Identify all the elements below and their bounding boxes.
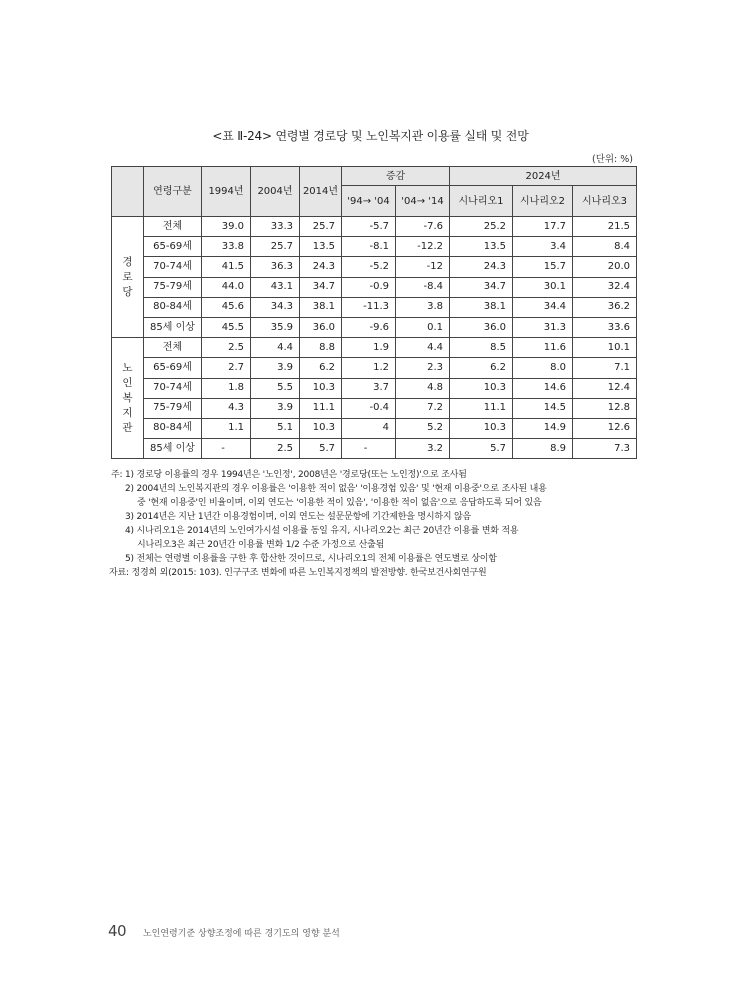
group-label-char: 당 xyxy=(122,285,133,298)
header-1994: 1994년 xyxy=(202,167,251,217)
notes xyxy=(111,468,651,580)
cell-scenario-1: 6.2 xyxy=(450,358,513,378)
table-row xyxy=(112,358,637,378)
note-2-cont: 중 '현재 이용중'인 비율이며, 이외 연도는 '이용한 적이 있음', '이용한 적이 없음'으로 응답하도록 되어 있음 xyxy=(137,498,542,508)
cell-change-94-04: 1.9 xyxy=(342,338,396,358)
cell-2014: 38.1 xyxy=(300,297,342,317)
cell-change-94-04: - xyxy=(342,439,396,459)
header-blank xyxy=(112,167,144,217)
header-age-group: 연령구분 xyxy=(144,167,202,217)
note-4-cont: 시나리오3은 최근 20년간 이용률 변화 1/2 수준 가정으로 산출됨 xyxy=(137,540,385,550)
group-label-char: 인 xyxy=(122,376,133,389)
page-number: 40 xyxy=(108,922,127,940)
table-row xyxy=(112,398,637,418)
running-title: 노인연령기준 상향조정에 따른 경기도의 영향 분석 xyxy=(142,929,340,939)
cell-1994: 39.0 xyxy=(202,217,251,237)
cell-scenario-3: 10.1 xyxy=(573,338,637,358)
cell-scenario-3: 32.4 xyxy=(573,277,637,297)
cell-change-04-14: 5.2 xyxy=(396,418,450,438)
cell-1994: 2.5 xyxy=(202,338,251,358)
cell-scenario-1: 5.7 xyxy=(450,439,513,459)
cell-2014: 6.2 xyxy=(300,358,342,378)
cell-change-94-04: -11.3 xyxy=(342,297,396,317)
cell-scenario-2: 11.6 xyxy=(513,338,573,358)
group-label-char: 복 xyxy=(122,391,133,404)
cell-change-94-04: 4 xyxy=(342,418,396,438)
header-scenario-1: 시나리오1 xyxy=(450,186,513,217)
row-label: 85세 이상 xyxy=(144,439,202,459)
table-row xyxy=(112,378,637,398)
row-label: 65-69세 xyxy=(144,358,202,378)
table-row xyxy=(112,237,637,257)
cell-1994: 41.5 xyxy=(202,257,251,277)
header-change-94-04: '94→ '04 xyxy=(342,186,396,217)
table-body xyxy=(112,217,637,459)
cell-change-94-04: -9.6 xyxy=(342,317,396,337)
cell-2014: 36.0 xyxy=(300,317,342,337)
group-label-char: 로 xyxy=(122,270,133,283)
cell-change-94-04: 1.2 xyxy=(342,358,396,378)
header-change: 증감 xyxy=(342,167,450,186)
cell-scenario-2: 3.4 xyxy=(513,237,573,257)
table-row xyxy=(112,317,637,337)
cell-scenario-3: 12.6 xyxy=(573,418,637,438)
cell-scenario-1: 11.1 xyxy=(450,398,513,418)
cell-scenario-3: 36.2 xyxy=(573,297,637,317)
cell-scenario-1: 8.5 xyxy=(450,338,513,358)
cell-1994: 1.8 xyxy=(202,378,251,398)
cell-2004: 5.5 xyxy=(251,378,300,398)
row-label: 70-74세 xyxy=(144,257,202,277)
cell-2004: 2.5 xyxy=(251,439,300,459)
group-label xyxy=(112,338,144,459)
cell-scenario-1: 24.3 xyxy=(450,257,513,277)
cell-change-04-14: 4.8 xyxy=(396,378,450,398)
header-2014: 2014년 xyxy=(300,167,342,217)
cell-1994: - xyxy=(202,439,251,459)
cell-2014: 5.7 xyxy=(300,439,342,459)
cell-scenario-2: 30.1 xyxy=(513,277,573,297)
cell-scenario-3: 7.3 xyxy=(573,439,637,459)
cell-scenario-3: 12.4 xyxy=(573,378,637,398)
cell-2004: 35.9 xyxy=(251,317,300,337)
cell-scenario-2: 14.9 xyxy=(513,418,573,438)
cell-scenario-1: 36.0 xyxy=(450,317,513,337)
row-label: 65-69세 xyxy=(144,237,202,257)
cell-2014: 10.3 xyxy=(300,378,342,398)
row-label: 75-79세 xyxy=(144,398,202,418)
row-label: 80-84세 xyxy=(144,418,202,438)
note-1: 주: 1) 경로당 이용률의 경우 1994년은 '노인정', 2008년은 '경로당(또는 노인정)'으로 조사됨 xyxy=(111,470,467,480)
cell-2004: 4.4 xyxy=(251,338,300,358)
cell-change-04-14: 7.2 xyxy=(396,398,450,418)
cell-2004: 34.3 xyxy=(251,297,300,317)
cell-2004: 3.9 xyxy=(251,358,300,378)
header-change-04-14: '04→ '14 xyxy=(396,186,450,217)
header-2024: 2024년 xyxy=(450,167,637,186)
cell-2014: 13.5 xyxy=(300,237,342,257)
cell-change-04-14: -12.2 xyxy=(396,237,450,257)
cell-change-94-04: -5.7 xyxy=(342,217,396,237)
cell-change-04-14: -8.4 xyxy=(396,277,450,297)
cell-scenario-3: 33.6 xyxy=(573,317,637,337)
cell-change-04-14: 3.8 xyxy=(396,297,450,317)
note-5: 5) 전체는 연령별 이용률을 구한 후 합산한 것이므로, 시나리오1의 전체 이용률은 연도별로 상이함 xyxy=(125,554,497,564)
header-scenario-3: 시나리오3 xyxy=(573,186,637,217)
cell-1994: 44.0 xyxy=(202,277,251,297)
cell-change-04-14: 4.4 xyxy=(396,338,450,358)
header-2004: 2004년 xyxy=(251,167,300,217)
source: 자료: 정경희 외(2015: 103). 인구구조 변화에 따른 노인복지정책의 발전방향. 한국보건사회연구원 xyxy=(109,568,487,578)
cell-change-04-14: -7.6 xyxy=(396,217,450,237)
cell-scenario-1: 25.2 xyxy=(450,217,513,237)
cell-change-94-04: -5.2 xyxy=(342,257,396,277)
page-footer xyxy=(108,922,340,940)
cell-scenario-1: 10.3 xyxy=(450,418,513,438)
cell-scenario-2: 15.7 xyxy=(513,257,573,277)
cell-scenario-2: 17.7 xyxy=(513,217,573,237)
cell-scenario-3: 7.1 xyxy=(573,358,637,378)
cell-scenario-2: 34.4 xyxy=(513,297,573,317)
row-label: 전체 xyxy=(144,338,202,358)
cell-scenario-3: 12.8 xyxy=(573,398,637,418)
cell-change-94-04: -0.9 xyxy=(342,277,396,297)
table-title: <표 Ⅱ-24> 연령별 경로당 및 노인복지관 이용률 실태 및 전망 xyxy=(212,129,529,143)
group-label-char: 경 xyxy=(122,255,133,268)
cell-2014: 10.3 xyxy=(300,418,342,438)
row-label: 70-74세 xyxy=(144,378,202,398)
group-label xyxy=(112,217,144,338)
cell-scenario-1: 10.3 xyxy=(450,378,513,398)
group-label-char: 지 xyxy=(122,406,133,419)
row-label: 전체 xyxy=(144,217,202,237)
cell-1994: 2.7 xyxy=(202,358,251,378)
table-row xyxy=(112,297,637,317)
cell-change-04-14: 3.2 xyxy=(396,439,450,459)
cell-scenario-1: 38.1 xyxy=(450,297,513,317)
cell-scenario-2: 8.0 xyxy=(513,358,573,378)
cell-change-94-04: 3.7 xyxy=(342,378,396,398)
cell-scenario-2: 8.9 xyxy=(513,439,573,459)
cell-scenario-1: 34.7 xyxy=(450,277,513,297)
unit-label: (단위: %) xyxy=(591,154,633,165)
table-row xyxy=(112,439,637,459)
group-label-char: 노 xyxy=(122,361,133,374)
cell-change-04-14: 0.1 xyxy=(396,317,450,337)
cell-scenario-3: 20.0 xyxy=(573,257,637,277)
cell-2014: 34.7 xyxy=(300,277,342,297)
note-3: 3) 2014년은 지난 1년간 이용경험이며, 이외 연도는 설문문항에 기간제한을 명시하지 않음 xyxy=(125,512,472,522)
cell-change-04-14: -12 xyxy=(396,257,450,277)
row-label: 85세 이상 xyxy=(144,317,202,337)
cell-scenario-3: 21.5 xyxy=(573,217,637,237)
cell-2004: 25.7 xyxy=(251,237,300,257)
cell-2014: 8.8 xyxy=(300,338,342,358)
usage-rate-table xyxy=(111,166,637,459)
cell-2004: 3.9 xyxy=(251,398,300,418)
group-label-char: 관 xyxy=(122,421,133,434)
cell-change-94-04: -0.4 xyxy=(342,398,396,418)
note-4: 4) 시나리오1은 2014년의 노인여가시설 이용률 동일 유지, 시나리오2는 최근 20년간 이용률 변화 적용 xyxy=(125,526,519,536)
table-row xyxy=(112,338,637,358)
cell-change-94-04: -8.1 xyxy=(342,237,396,257)
table-row xyxy=(112,257,637,277)
cell-2004: 5.1 xyxy=(251,418,300,438)
cell-scenario-3: 8.4 xyxy=(573,237,637,257)
cell-2014: 25.7 xyxy=(300,217,342,237)
cell-scenario-1: 13.5 xyxy=(450,237,513,257)
header-scenario-2: 시나리오2 xyxy=(513,186,573,217)
cell-1994: 45.5 xyxy=(202,317,251,337)
note-2: 2) 2004년의 노인복지관의 경우 이용률은 '이용한 적이 없음' '이용경험 있음' 및 '현재 이용중'으로 조사된 내용 xyxy=(125,484,547,494)
row-label: 80-84세 xyxy=(144,297,202,317)
table-row xyxy=(112,418,637,438)
cell-scenario-2: 31.3 xyxy=(513,317,573,337)
row-label: 75-79세 xyxy=(144,277,202,297)
table-row xyxy=(112,277,637,297)
cell-2014: 11.1 xyxy=(300,398,342,418)
cell-1994: 4.3 xyxy=(202,398,251,418)
cell-scenario-2: 14.6 xyxy=(513,378,573,398)
cell-2004: 43.1 xyxy=(251,277,300,297)
cell-2014: 24.3 xyxy=(300,257,342,277)
cell-1994: 45.6 xyxy=(202,297,251,317)
cell-2004: 33.3 xyxy=(251,217,300,237)
cell-scenario-2: 14.5 xyxy=(513,398,573,418)
cell-2004: 36.3 xyxy=(251,257,300,277)
table-row xyxy=(112,217,637,237)
cell-change-04-14: 2.3 xyxy=(396,358,450,378)
cell-1994: 1.1 xyxy=(202,418,251,438)
cell-1994: 33.8 xyxy=(202,237,251,257)
